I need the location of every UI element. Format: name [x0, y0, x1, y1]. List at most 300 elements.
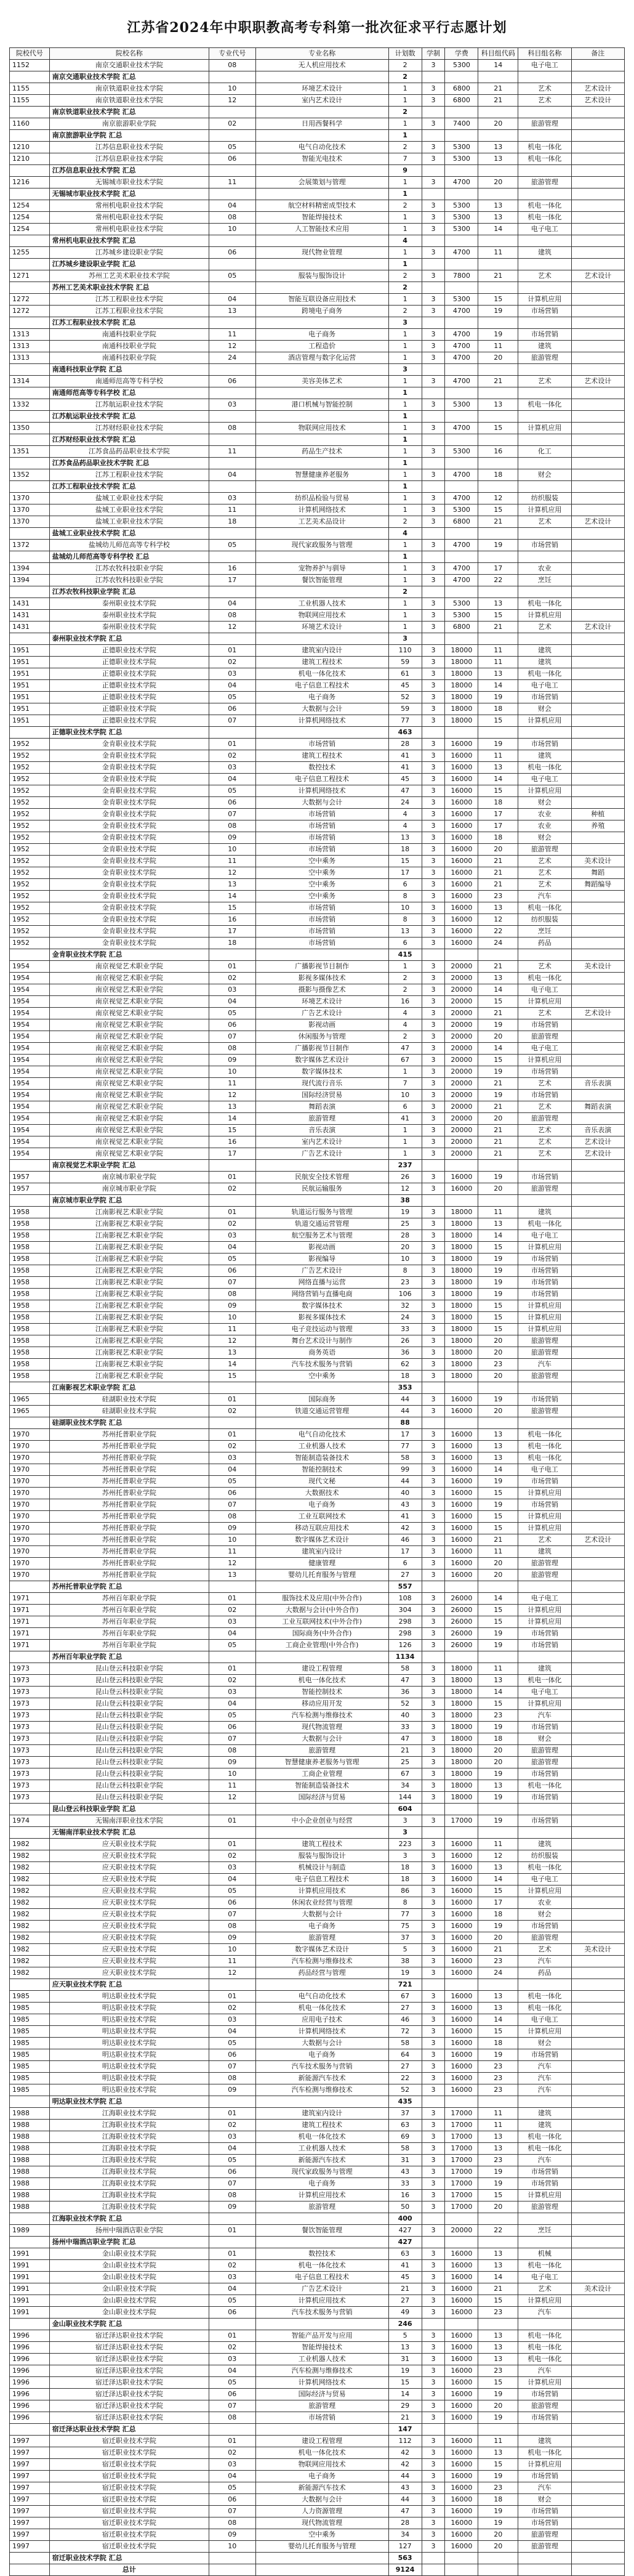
subject-group-name: 建筑 [518, 1546, 571, 1558]
school-code: 1988 [10, 2143, 50, 2155]
school-code [10, 727, 50, 739]
subject-group-name [518, 130, 571, 142]
major-code: 09 [209, 2084, 255, 2096]
major-name: 人工智能技术应用 [255, 224, 388, 235]
tuition: 4700 [445, 376, 478, 387]
school-name: 金肯职业技术学院 [49, 926, 209, 938]
subject-group-code [478, 2096, 518, 2108]
school-code: 1970 [10, 1558, 50, 1569]
plan-count: 2 [388, 306, 422, 317]
school-name: 苏州托普职业学院 [49, 1523, 209, 1534]
tuition: 16000 [445, 2494, 478, 2506]
subject-group-code: 22 [478, 2225, 518, 2237]
major-code [209, 949, 255, 961]
subject-group-name [518, 2553, 571, 2564]
school-code: 1982 [10, 1967, 50, 1979]
major-code: 06 [209, 703, 255, 715]
major-code: 17 [209, 926, 255, 938]
tuition: 4700 [445, 423, 478, 434]
tuition: 16000 [445, 1406, 478, 1417]
table-row [10, 1464, 625, 1476]
school-name: 应天职业技术学院 [49, 1839, 209, 1850]
subject-group-code [478, 2237, 518, 2248]
major-code: 06 [209, 376, 255, 387]
major-code [209, 528, 255, 540]
school-code: 1988 [10, 2131, 50, 2143]
major-name: 机电一体化技术 [255, 2003, 388, 2014]
plan-count: 298 [388, 1628, 422, 1640]
school-code [10, 2319, 50, 2330]
table-row [10, 1101, 625, 1113]
plan-count: 47 [388, 1675, 422, 1687]
table-row [10, 294, 625, 306]
remark [571, 259, 624, 270]
tuition: 18000 [445, 1335, 478, 1347]
school-code [10, 130, 50, 142]
remark [571, 1347, 624, 1359]
subject-group-code: 15 [478, 1511, 518, 1523]
major-name: 工业机器人技术 [255, 1441, 388, 1452]
major-name [255, 1804, 388, 1815]
table-row [10, 2330, 625, 2342]
remark [571, 2424, 624, 2436]
subject-group-code: 15 [478, 996, 518, 1008]
subject-group-code: 22 [478, 575, 518, 586]
subject-group-code: 11 [478, 2436, 518, 2447]
subject-group-code: 23 [478, 891, 518, 902]
table-row [10, 95, 625, 107]
table-row [10, 1019, 625, 1031]
major-name [255, 1581, 388, 1593]
remark [571, 1862, 624, 1874]
subject-group-name [518, 165, 571, 177]
table-row [10, 2482, 625, 2494]
remark [571, 2003, 624, 2014]
subject-group-code: 20 [478, 2201, 518, 2213]
major-code: 01 [209, 1394, 255, 1406]
major-name: 航空服务艺术与管理 [255, 1230, 388, 1242]
remark [571, 411, 624, 423]
plan-count: 13 [388, 832, 422, 844]
major-code: 02 [209, 1406, 255, 1417]
major-code: 11 [209, 177, 255, 188]
school-name: 江海职业技术学院 [49, 2155, 209, 2166]
duration [422, 1979, 445, 1991]
school-name: 明达职业技术学院 [49, 2049, 209, 2061]
subject-group-code: 13 [478, 142, 518, 153]
remark [571, 540, 624, 551]
remark: 艺术设计 [571, 1008, 624, 1019]
tuition [445, 165, 478, 177]
subject-group-name [518, 1417, 571, 1429]
duration [422, 107, 445, 118]
major-name [255, 727, 388, 739]
major-name: 工业互联网技术 [255, 1511, 388, 1523]
duration: 3 [422, 1043, 445, 1055]
subject-group-code: 22 [478, 926, 518, 938]
major-name: 汽车检测与维修技术 [255, 2365, 388, 2377]
remark [571, 2014, 624, 2026]
duration [422, 364, 445, 376]
duration: 3 [422, 212, 445, 224]
remark [571, 914, 624, 926]
plan-count: 5 [388, 1944, 422, 1956]
subtotal-row [10, 586, 625, 598]
subject-group-name [518, 71, 571, 83]
plan-count: 1 [388, 188, 422, 200]
subject-group-name: 汽车 [518, 891, 571, 902]
subject-group-name: 机械 [518, 2248, 571, 2260]
major-name: 市场营销 [255, 938, 388, 949]
duration: 3 [422, 832, 445, 844]
major-code: 04 [209, 2283, 255, 2295]
remark [571, 1839, 624, 1850]
plan-count: 19 [388, 1207, 422, 1218]
subject-group-code: 16 [478, 446, 518, 458]
subject-group-code: 19 [478, 2178, 518, 2190]
major-name: 物联网应用技术 [255, 423, 388, 434]
subject-group-name [518, 1160, 571, 1172]
tuition: 5300 [445, 504, 478, 516]
subject-group-name: 计算机应用 [518, 996, 571, 1008]
school-code: 1210 [10, 142, 50, 153]
tuition: 18000 [445, 1722, 478, 1733]
remark [571, 2084, 624, 2096]
school-code: 1332 [10, 399, 50, 411]
school-code [10, 2424, 50, 2436]
table-row [10, 1722, 625, 1733]
remark [571, 118, 624, 130]
major-name [255, 2237, 388, 2248]
remark [571, 739, 624, 750]
subject-group-code: 18 [478, 469, 518, 481]
subject-group-code: 12 [478, 914, 518, 926]
plan-count: 3 [388, 364, 422, 376]
school-name: 无锡南洋职业技术学院 汇总 [49, 1827, 209, 1839]
major-code: 05 [209, 1008, 255, 1019]
school-name: 江南影视艺术职业学院 [49, 1242, 209, 1254]
subject-group-name [518, 1195, 571, 1207]
major-name: 计算机网络技术 [255, 785, 388, 797]
remark [571, 423, 624, 434]
plan-count: 13 [388, 2342, 422, 2354]
duration: 3 [422, 294, 445, 306]
subject-group-name: 电子电工 [518, 984, 571, 996]
school-name: 南通科技职业学院 [49, 352, 209, 364]
remark: 美术设计 [571, 856, 624, 867]
subject-group-name: 市场营销 [518, 1815, 571, 1827]
plan-count: 24 [388, 1312, 422, 1324]
subject-group-name: 市场营销 [518, 1792, 571, 1804]
tuition: 20000 [445, 1101, 478, 1113]
subject-group-name: 旅游管理 [518, 1347, 571, 1359]
major-code [209, 188, 255, 200]
plan-count: 1 [388, 1125, 422, 1136]
table-row [10, 2143, 625, 2155]
tuition [445, 1382, 478, 1394]
subject-group-name: 机电一体化 [518, 1862, 571, 1874]
major-name: 服装与服饰设计 [255, 1850, 388, 1862]
subject-group-code: 19 [478, 1768, 518, 1780]
school-name: 苏州托普职业学院 [49, 1558, 209, 1569]
table-row [10, 1616, 625, 1628]
subject-group-name: 纺织服装 [518, 914, 571, 926]
table-row [10, 2201, 625, 2213]
school-code [10, 1804, 50, 1815]
tuition: 16000 [445, 1991, 478, 2003]
subtotal-row [10, 235, 625, 247]
subtotal-row [10, 2319, 625, 2330]
table-row [10, 2084, 625, 2096]
plan-count: 1 [388, 493, 422, 504]
major-name: 现代流行音乐 [255, 1078, 388, 1090]
subject-group-code [478, 2564, 518, 2576]
subject-group-code: 15 [478, 1300, 518, 1312]
subject-group-code: 24 [478, 938, 518, 949]
school-code: 1370 [10, 516, 50, 528]
remark [571, 446, 624, 458]
school-code [10, 188, 50, 200]
school-name: 江苏农牧科技职业学院 汇总 [49, 586, 209, 598]
major-code: 08 [209, 1511, 255, 1523]
subject-group-name [518, 2564, 571, 2576]
school-name: 南京视觉艺术职业学院 [49, 1113, 209, 1125]
remark [571, 165, 624, 177]
remark [571, 1324, 624, 1335]
major-name: 无人机应用技术 [255, 60, 388, 71]
subject-group-code: 18 [478, 2494, 518, 2506]
plan-count: 1 [388, 540, 422, 551]
subject-group-code: 15 [478, 1885, 518, 1897]
column-header: 备注 [571, 48, 624, 60]
plan-count: 15 [388, 2377, 422, 2389]
school-code [10, 282, 50, 294]
remark [571, 926, 624, 938]
tuition [445, 1417, 478, 1429]
school-code: 1954 [10, 1043, 50, 1055]
tuition: 16000 [445, 1850, 478, 1862]
major-code [209, 551, 255, 563]
subject-group-code: 23 [478, 2061, 518, 2073]
duration: 3 [422, 2003, 445, 2014]
school-code: 1973 [10, 1698, 50, 1710]
table-row [10, 2120, 625, 2131]
major-name: 现代物业管理 [255, 247, 388, 259]
subject-group-name: 计算机应用 [518, 2026, 571, 2038]
major-code: 08 [209, 2517, 255, 2529]
major-code: 12 [209, 1335, 255, 1347]
subject-group-code: 14 [478, 1230, 518, 1242]
remark [571, 797, 624, 809]
remark [571, 984, 624, 996]
tuition: 16000 [445, 1441, 478, 1452]
subject-group-name: 机电一体化 [518, 2143, 571, 2155]
plan-count: 45 [388, 680, 422, 692]
duration [422, 633, 445, 645]
remark [571, 2365, 624, 2377]
tuition: 17000 [445, 2201, 478, 2213]
school-code [10, 1160, 50, 1172]
tuition: 16000 [445, 2342, 478, 2354]
subject-group-code: 23 [478, 1956, 518, 1967]
school-name: 总计 [49, 2564, 209, 2576]
school-name: 金山职业技术学院 [49, 2248, 209, 2260]
tuition: 16000 [445, 1511, 478, 1523]
tuition: 17000 [445, 2108, 478, 2120]
table-row [10, 2166, 625, 2178]
duration: 3 [422, 1359, 445, 1371]
duration: 3 [422, 516, 445, 528]
school-code: 1350 [10, 423, 50, 434]
tuition: 20000 [445, 1066, 478, 1078]
remark [571, 188, 624, 200]
duration: 3 [422, 1300, 445, 1312]
subject-group-name: 旅游管理 [518, 1757, 571, 1768]
remark [571, 2471, 624, 2482]
subject-group-name: 市场营销 [518, 540, 571, 551]
school-code: 1973 [10, 1768, 50, 1780]
remark [571, 2096, 624, 2108]
subject-group-name: 旅游管理 [518, 2529, 571, 2541]
subject-group-code: 13 [478, 153, 518, 165]
duration: 3 [422, 1207, 445, 1218]
major-name: 工业机器人技术 [255, 598, 388, 610]
major-name: 工商企业管理(中外合作) [255, 1640, 388, 1651]
subject-group-code: 21 [478, 856, 518, 867]
subject-group-code: 19 [478, 540, 518, 551]
remark [571, 2272, 624, 2283]
tuition: 26000 [445, 1605, 478, 1616]
subject-group-name: 机电一体化 [518, 1218, 571, 1230]
tuition: 17000 [445, 2120, 478, 2131]
major-name [255, 949, 388, 961]
subject-group-code: 15 [478, 1698, 518, 1710]
plan-count: 246 [388, 2319, 422, 2330]
subject-group-name: 烹饪 [518, 2225, 571, 2237]
school-code: 1985 [10, 2026, 50, 2038]
table-row [10, 2436, 625, 2447]
plan-count: 25 [388, 1218, 422, 1230]
plan-count: 1 [388, 118, 422, 130]
school-code: 1973 [10, 1710, 50, 1722]
school-code: 1996 [10, 2412, 50, 2424]
major-code: 12 [209, 622, 255, 633]
subject-group-name [518, 1827, 571, 1839]
table-row [10, 224, 625, 235]
table-row [10, 1850, 625, 1862]
major-code: 05 [209, 2295, 255, 2307]
major-code [209, 1160, 255, 1172]
tuition: 18000 [445, 1300, 478, 1312]
major-code: 03 [209, 1616, 255, 1628]
remark [571, 71, 624, 83]
school-code: 1970 [10, 1511, 50, 1523]
subject-group-code: 11 [478, 657, 518, 668]
school-code: 1954 [10, 1125, 50, 1136]
plan-count: 40 [388, 1488, 422, 1499]
school-name: 江海职业技术学院 [49, 2120, 209, 2131]
school-name: 明达职业技术学院 [49, 2014, 209, 2026]
school-code: 1272 [10, 306, 50, 317]
school-name: 南京城市职业学院 汇总 [49, 1195, 209, 1207]
tuition: 16000 [445, 1546, 478, 1558]
subtotal-row [10, 411, 625, 423]
tuition: 5300 [445, 60, 478, 71]
subject-group-code [478, 317, 518, 329]
tuition: 18000 [445, 1757, 478, 1768]
school-code: 1982 [10, 1885, 50, 1897]
subject-group-code: 21 [478, 83, 518, 95]
subject-group-name: 艺术 [518, 1101, 571, 1113]
subject-group-code [478, 633, 518, 645]
school-name: 南京旅游职业学院 [49, 118, 209, 130]
duration [422, 551, 445, 563]
school-code: 1997 [10, 2494, 50, 2506]
major-name: 市场营销 [255, 832, 388, 844]
subject-group-name: 市场营销 [518, 1066, 571, 1078]
table-row [10, 1558, 625, 1569]
admission-plan-table [9, 47, 625, 2576]
major-code: 12 [209, 1967, 255, 1979]
major-name: 市场营销 [255, 739, 388, 750]
major-name: 建筑室内设计 [255, 645, 388, 657]
major-code: 09 [209, 1523, 255, 1534]
major-name: 机电一体化技术 [255, 2260, 388, 2272]
subject-group-code: 18 [478, 2038, 518, 2049]
plan-count: 64 [388, 2049, 422, 2061]
major-name [255, 458, 388, 469]
school-code: 1958 [10, 1254, 50, 1265]
remark [571, 2155, 624, 2166]
school-code: 1954 [10, 1136, 50, 1148]
remark: 音乐表演 [571, 1078, 624, 1090]
school-name: 江海职业技术学院 [49, 2201, 209, 2213]
tuition: 20000 [445, 1090, 478, 1101]
table-row [10, 1862, 625, 1874]
tuition: 18000 [445, 680, 478, 692]
subject-group-code: 21 [478, 1148, 518, 1160]
school-code: 1951 [10, 645, 50, 657]
school-code: 1970 [10, 1534, 50, 1546]
school-code: 1991 [10, 2260, 50, 2272]
remark: 艺术设计 [571, 1534, 624, 1546]
subject-group-name: 市场营销 [518, 1289, 571, 1300]
table-row [10, 668, 625, 680]
plan-count: 1 [388, 423, 422, 434]
duration: 3 [422, 2225, 445, 2237]
remark [571, 2178, 624, 2190]
school-code [10, 1417, 50, 1429]
major-code: 11 [209, 1324, 255, 1335]
school-code: 1314 [10, 376, 50, 387]
table-row [10, 469, 625, 481]
major-name: 建筑室内设计 [255, 2108, 388, 2120]
tuition [445, 411, 478, 423]
major-code: 05 [209, 1885, 255, 1897]
school-code: 1996 [10, 2400, 50, 2412]
plan-count: 41 [388, 750, 422, 762]
school-name: 江苏信息职业技术学院 [49, 142, 209, 153]
major-name: 汽车技术服务与营销 [255, 1359, 388, 1371]
remark [571, 2201, 624, 2213]
table-row [10, 2377, 625, 2389]
subject-group-name: 农业 [518, 809, 571, 820]
school-name: 江苏工程职业技术学院 汇总 [49, 317, 209, 329]
subject-group-name: 建筑 [518, 2436, 571, 2447]
school-code [10, 107, 50, 118]
subject-group-code: 15 [478, 1488, 518, 1499]
school-name: 江南影视艺术职业学院 [49, 1218, 209, 1230]
